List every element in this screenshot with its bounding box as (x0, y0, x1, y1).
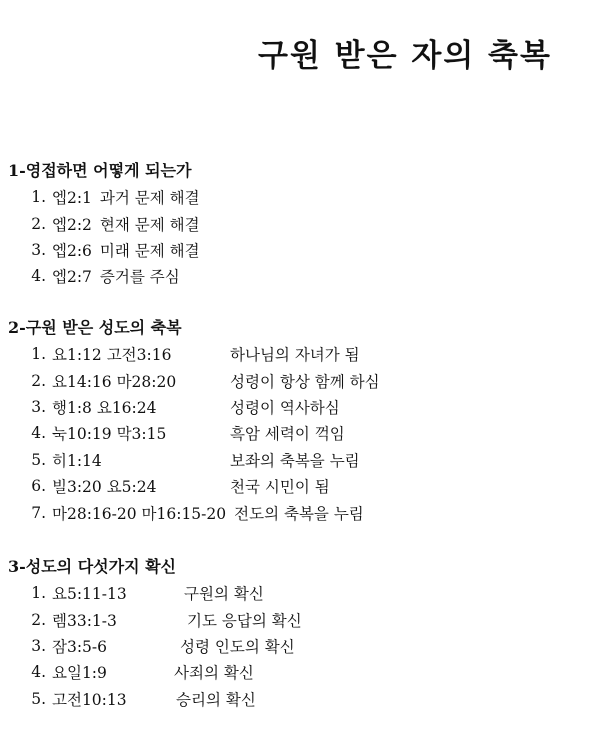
item-reference: 요1:12 고전3:16 (52, 346, 172, 365)
section-heading: 1-영접하면 어떻게 되는가 (8, 161, 192, 180)
item-description: 하나님의 자녀가 됨 (230, 346, 360, 365)
list-item (8, 473, 598, 499)
item-reference: 행1:8 요16:24 (52, 398, 157, 417)
section-heading: 2-구원 받은 성도의 축복 (8, 318, 182, 337)
list-item (8, 606, 598, 632)
item-description: 구원의 확신 (184, 585, 264, 604)
list-item (8, 237, 598, 263)
item-description: 보좌의 축복을 누림 (230, 451, 360, 470)
item-description: 증거를 주심 (99, 268, 180, 287)
item-description: 성령 인도의 확신 (180, 637, 295, 656)
list-item (8, 686, 598, 712)
item-number: 2. (31, 610, 46, 629)
item-description: 전도의 축복을 누림 (234, 504, 364, 523)
item-reference: 렘33:1-3 (52, 611, 117, 630)
item-number: 1. (31, 584, 46, 603)
section-2 (8, 315, 598, 526)
item-reference: 엡2:1 (52, 189, 92, 208)
item-description: 승리의 확신 (176, 690, 256, 709)
list-item (8, 210, 598, 236)
section-heading: 3-성도의 다섯가지 확신 (8, 557, 177, 576)
item-number: 3. (31, 240, 46, 259)
list-item (8, 580, 598, 606)
item-description: 과거 문제 해결 (99, 189, 200, 208)
item-description: 기도 응답의 확신 (187, 611, 302, 630)
item-number: 2. (31, 371, 46, 390)
item-reference: 고전10:13 (52, 690, 127, 709)
list-item (8, 184, 598, 210)
list-item (8, 499, 598, 525)
item-description: 미래 문제 해결 (99, 241, 200, 260)
item-number: 5. (31, 689, 46, 708)
section-1 (8, 158, 598, 290)
item-reference: 요5:11-13 (52, 585, 127, 604)
item-reference: 요일1:9 (52, 664, 107, 683)
item-description: 성령이 항상 함께 하심 (230, 372, 380, 391)
item-number: 3. (31, 397, 46, 416)
item-reference: 빌3:20 요5:24 (52, 478, 157, 497)
item-number: 6. (31, 477, 46, 496)
item-description: 천국 시민이 됨 (230, 478, 330, 497)
list-item (8, 263, 598, 289)
list-item (8, 420, 598, 446)
item-description: 현재 문제 해결 (99, 215, 200, 234)
list-item (8, 367, 598, 393)
item-number: 4. (31, 267, 46, 286)
item-reference: 잠3:5-6 (52, 637, 108, 656)
item-number: 2. (31, 214, 46, 233)
item-number: 1. (31, 188, 46, 207)
section-3 (8, 554, 598, 712)
list-item (8, 394, 598, 420)
item-reference: 엡2:7 (52, 268, 92, 287)
item-reference: 히1:14 (52, 451, 102, 470)
item-reference: 엡2:6 (52, 241, 92, 260)
item-description: 흑암 세력이 꺽임 (230, 425, 345, 444)
list-item (8, 341, 598, 367)
list-item (8, 659, 598, 685)
item-description: 사죄의 확신 (174, 664, 254, 683)
item-reference: 마28:16-20 마16:15-20 (52, 504, 227, 523)
page-title: 구원 받은 자의 축복 (258, 38, 552, 74)
item-number: 7. (31, 503, 46, 522)
item-number: 3. (31, 636, 46, 655)
item-description: 성령이 역사하심 (230, 398, 340, 417)
item-reference: 엡2:2 (52, 215, 92, 234)
list-item (8, 447, 598, 473)
item-reference: 눅10:19 막3:15 (52, 425, 167, 444)
item-number: 1. (31, 345, 46, 364)
item-reference: 요14:16 마28:20 (52, 372, 177, 391)
item-number: 4. (31, 663, 46, 682)
item-number: 5. (31, 450, 46, 469)
item-number: 4. (31, 424, 46, 443)
list-item (8, 633, 598, 659)
